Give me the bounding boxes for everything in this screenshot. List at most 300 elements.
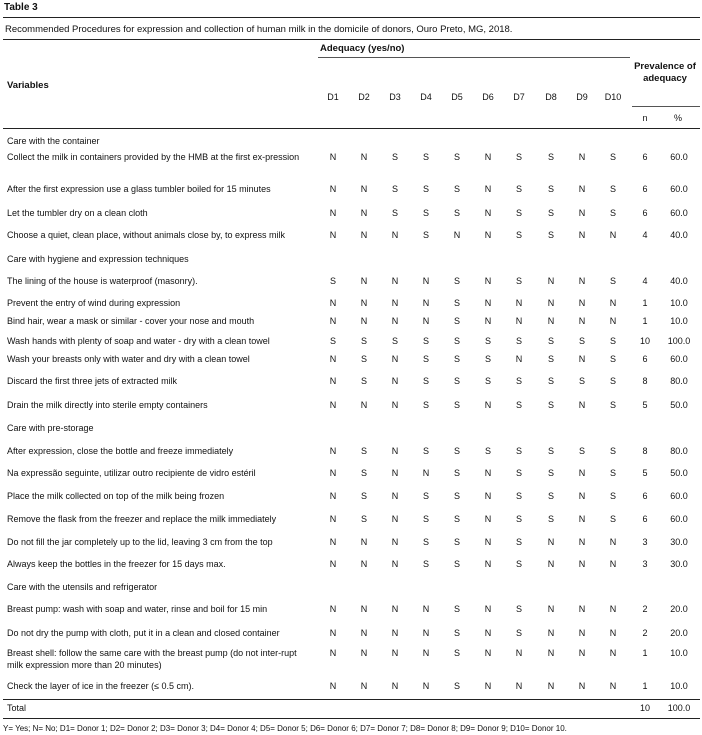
- cell-d6: N: [484, 604, 492, 614]
- cell-d3: N: [391, 354, 399, 364]
- section-label: Care with the utensils and refrigerator: [7, 582, 158, 592]
- cell-d4: N: [422, 681, 430, 691]
- donor-header-7: D7: [513, 92, 525, 102]
- cell-d3: S: [391, 152, 398, 162]
- variable-label: Always keep the bottles in the freezer for 15 days max.: [7, 559, 226, 569]
- cell-n: 2: [642, 628, 648, 638]
- cell-n: 3: [642, 559, 648, 569]
- total-label: Total: [7, 703, 27, 713]
- cell-n: 8: [642, 446, 648, 456]
- cell-d3: N: [391, 376, 399, 386]
- divider: [3, 39, 700, 40]
- cell-d7: N: [515, 648, 523, 658]
- cell-d4: S: [422, 559, 429, 569]
- cell-d4: S: [422, 514, 429, 524]
- section-label: Care with the container: [7, 136, 100, 146]
- cell-d4: S: [422, 354, 429, 364]
- cell-d3: N: [391, 298, 399, 308]
- cell-d7: N: [515, 316, 523, 326]
- divider: [3, 718, 700, 719]
- cell-d10: N: [609, 298, 617, 308]
- cell-d10: S: [609, 468, 616, 478]
- cell-d1: N: [329, 230, 337, 240]
- cell-d10: S: [609, 208, 616, 218]
- cell-d1: S: [329, 276, 336, 286]
- cell-d8: N: [547, 681, 555, 691]
- cell-n: 1: [642, 298, 648, 308]
- variable-label: Wash hands with plenty of soap and water - dry with a clean towel: [7, 336, 270, 346]
- cell-d2: N: [360, 400, 368, 410]
- cell-d6: N: [484, 208, 492, 218]
- cell-d10: N: [609, 648, 617, 658]
- cell-n: 6: [642, 354, 648, 364]
- cell-pct: 60.0: [670, 208, 688, 218]
- cell-d8: S: [547, 376, 554, 386]
- cell-d3: N: [391, 648, 399, 658]
- variable-label: Breast shell: follow the same care with the breast pump (do not inter-rupt milk expression more than 20 minutes): [7, 648, 297, 670]
- cell-d6: N: [484, 230, 492, 240]
- cell-d10: N: [609, 604, 617, 614]
- cell-d9: N: [578, 491, 586, 501]
- cell-d6: N: [484, 400, 492, 410]
- cell-d10: S: [609, 491, 616, 501]
- cell-d1: N: [329, 184, 337, 194]
- cell-d6: N: [484, 514, 492, 524]
- cell-d7: S: [515, 276, 522, 286]
- cell-d2: S: [360, 336, 367, 346]
- cell-d9: N: [578, 648, 586, 658]
- cell-d3: N: [391, 559, 399, 569]
- cell-d7: S: [515, 230, 522, 240]
- cell-d6: N: [484, 468, 492, 478]
- cell-d5: S: [453, 184, 460, 194]
- cell-d5: S: [453, 537, 460, 547]
- variable-label: Check the layer of ice in the freezer (≤ 0.5 cm).: [7, 681, 195, 691]
- cell-n: 6: [642, 514, 648, 524]
- cell-d6: N: [484, 628, 492, 638]
- cell-d3: N: [391, 446, 399, 456]
- cell-d4: N: [422, 604, 430, 614]
- variable-label: The lining of the house is waterproof (masonry).: [7, 276, 198, 286]
- cell-d1: N: [329, 400, 337, 410]
- cell-d4: N: [422, 468, 430, 478]
- cell-d8: N: [547, 537, 555, 547]
- cell-d7: N: [515, 354, 523, 364]
- cell-d8: N: [547, 316, 555, 326]
- adequacy-underline: [318, 57, 630, 58]
- cell-d9: N: [578, 604, 586, 614]
- cell-d10: N: [609, 230, 617, 240]
- cell-d4: S: [422, 230, 429, 240]
- cell-n: 5: [642, 400, 648, 410]
- table-label: Table 3: [4, 2, 38, 13]
- cell-d6: N: [484, 559, 492, 569]
- cell-d1: N: [329, 298, 337, 308]
- cell-pct: 10.0: [670, 316, 688, 326]
- cell-d8: S: [547, 446, 554, 456]
- variable-label: After the first expression use a glass tumbler boiled for 15 minutes: [7, 184, 271, 194]
- cell-d5: S: [453, 446, 460, 456]
- cell-d7: S: [515, 400, 522, 410]
- cell-d6: S: [484, 446, 491, 456]
- cell-pct: 30.0: [670, 559, 688, 569]
- cell-pct: 40.0: [670, 276, 688, 286]
- cell-d2: N: [360, 316, 368, 326]
- cell-d10: N: [609, 537, 617, 547]
- cell-d6: N: [484, 276, 492, 286]
- cell-d7: S: [515, 537, 522, 547]
- cell-d10: S: [609, 152, 616, 162]
- variable-label: Breast pump: wash with soap and water, rinse and boil for 15 min: [7, 604, 268, 614]
- cell-d6: N: [484, 316, 492, 326]
- cell-d1: N: [329, 559, 337, 569]
- prevalence-underline: [632, 106, 700, 107]
- cell-d1: N: [329, 537, 337, 547]
- cell-d9: N: [578, 354, 586, 364]
- cell-d3: N: [391, 514, 399, 524]
- cell-d3: N: [391, 230, 399, 240]
- cell-d3: N: [391, 276, 399, 286]
- cell-d8: N: [547, 276, 555, 286]
- cell-d2: N: [360, 208, 368, 218]
- variable-label: Collect the milk in containers provided by the HMB at the first ex-pression: [7, 152, 300, 162]
- cell-d8: N: [547, 628, 555, 638]
- cell-d5: S: [453, 208, 460, 218]
- cell-pct: 100.0: [667, 336, 691, 346]
- cell-d1: N: [329, 354, 337, 364]
- cell-d7: N: [515, 298, 523, 308]
- cell-d5: S: [453, 468, 460, 478]
- cell-d7: S: [515, 336, 522, 346]
- cell-d2: N: [360, 648, 368, 658]
- cell-d2: N: [360, 152, 368, 162]
- cell-d5: S: [453, 336, 460, 346]
- cell-d3: N: [391, 316, 399, 326]
- cell-d9: S: [578, 376, 585, 386]
- cell-d9: N: [578, 628, 586, 638]
- cell-d1: N: [329, 491, 337, 501]
- cell-d5: S: [453, 276, 460, 286]
- cell-d9: N: [578, 230, 586, 240]
- cell-d1: N: [329, 514, 337, 524]
- variable-label: Prevent the entry of wind during expression: [7, 298, 181, 308]
- cell-d2: N: [360, 184, 368, 194]
- cell-d5: S: [453, 681, 460, 691]
- cell-d9: N: [578, 316, 586, 326]
- cell-d5: S: [453, 514, 460, 524]
- section-label: Care with pre-storage: [7, 423, 94, 433]
- cell-d2: S: [360, 491, 367, 501]
- cell-d8: S: [547, 514, 554, 524]
- cell-d8: N: [547, 559, 555, 569]
- cell-d3: S: [391, 336, 398, 346]
- cell-d5: S: [453, 648, 460, 658]
- cell-pct: 60.0: [670, 354, 688, 364]
- cell-pct: 20.0: [670, 604, 688, 614]
- cell-d4: S: [422, 208, 429, 218]
- variable-label: After expression, close the bottle and freeze immediately: [7, 446, 234, 456]
- cell-d3: S: [391, 184, 398, 194]
- cell-d6: N: [484, 184, 492, 194]
- cell-d7: S: [515, 514, 522, 524]
- variable-label: Wash your breasts only with water and dry with a clean towel: [7, 354, 250, 364]
- cell-pct: 30.0: [670, 537, 688, 547]
- cell-n: 6: [642, 491, 648, 501]
- cell-d1: N: [329, 208, 337, 218]
- cell-d1: S: [329, 336, 336, 346]
- cell-d9: N: [578, 514, 586, 524]
- cell-d7: S: [515, 491, 522, 501]
- cell-pct: 60.0: [670, 152, 688, 162]
- cell-n: 1: [642, 681, 648, 691]
- cell-d1: N: [329, 628, 337, 638]
- cell-pct: 20.0: [670, 628, 688, 638]
- cell-d4: N: [422, 648, 430, 658]
- cell-d10: S: [609, 376, 616, 386]
- cell-d2: N: [360, 276, 368, 286]
- variables-header: Variables: [7, 80, 49, 91]
- cell-d1: N: [329, 316, 337, 326]
- cell-d7: N: [515, 681, 523, 691]
- cell-d4: S: [422, 400, 429, 410]
- cell-d7: S: [515, 559, 522, 569]
- cell-d9: N: [578, 152, 586, 162]
- cell-d2: N: [360, 628, 368, 638]
- cell-pct: 40.0: [670, 230, 688, 240]
- table-caption: Recommended Procedures for expression and collection of human milk in the domicile of donors, Ouro Preto, MG, 2018.: [5, 24, 513, 35]
- cell-d3: S: [391, 208, 398, 218]
- variable-label: Discard the first three jets of extracted milk: [7, 376, 178, 386]
- cell-n: 1: [642, 648, 648, 658]
- cell-n: 6: [642, 208, 648, 218]
- section-label: Care with hygiene and expression techniques: [7, 254, 189, 264]
- cell-d6: S: [484, 376, 491, 386]
- cell-d4: S: [422, 336, 429, 346]
- variable-label: Place the milk collected on top of the milk being frozen: [7, 491, 225, 501]
- cell-d3: N: [391, 604, 399, 614]
- cell-d5: S: [453, 354, 460, 364]
- cell-d10: S: [609, 336, 616, 346]
- variable-label: Remove the flask from the freezer and replace the milk immediately: [7, 514, 277, 524]
- variable-label: Let the tumbler dry on a clean cloth: [7, 208, 148, 218]
- cell-d8: N: [547, 648, 555, 658]
- cell-d3: N: [391, 468, 399, 478]
- cell-d4: S: [422, 184, 429, 194]
- footnote: Y= Yes; N= No; D1= Donor 1; D2= Donor 2; D3= Donor 3; D4= Donor 4; D5= Donor 5; D6= Donor 6; D7= Donor 7; D8= Donor 8; D9= Donor 9; D10= Donor 10.: [3, 724, 567, 733]
- donor-header-5: D5: [451, 92, 463, 102]
- cell-d2: N: [360, 559, 368, 569]
- cell-n: 3: [642, 537, 648, 547]
- cell-d8: S: [547, 208, 554, 218]
- cell-d5: S: [453, 604, 460, 614]
- cell-d10: N: [609, 681, 617, 691]
- cell-pct: 60.0: [670, 491, 688, 501]
- prevalence-header: Prevalence of adequacy: [634, 61, 696, 84]
- cell-d1: N: [329, 152, 337, 162]
- cell-d7: S: [515, 184, 522, 194]
- cell-d3: N: [391, 681, 399, 691]
- donor-header-3: D3: [389, 92, 401, 102]
- cell-d2: N: [360, 604, 368, 614]
- cell-d8: N: [547, 604, 555, 614]
- cell-d6: N: [484, 152, 492, 162]
- cell-n: 4: [642, 276, 648, 286]
- variable-label: Na expressão seguinte, utilizar outro recipiente de vidro estéril: [7, 468, 256, 478]
- cell-d6: N: [484, 491, 492, 501]
- cell-d4: N: [422, 298, 430, 308]
- cell-d6: N: [484, 537, 492, 547]
- cell-n: 5: [642, 468, 648, 478]
- cell-d5: S: [453, 316, 460, 326]
- cell-d8: S: [547, 184, 554, 194]
- cell-d4: S: [422, 491, 429, 501]
- cell-d6: N: [484, 298, 492, 308]
- divider: [3, 17, 700, 18]
- variable-label: Do not fill the jar completely up to the lid, leaving 3 cm from the top: [7, 537, 273, 547]
- cell-d3: N: [391, 628, 399, 638]
- cell-d10: S: [609, 514, 616, 524]
- cell-d5: S: [453, 491, 460, 501]
- cell-d9: N: [578, 537, 586, 547]
- cell-d7: S: [515, 152, 522, 162]
- cell-d4: N: [422, 316, 430, 326]
- cell-d7: S: [515, 376, 522, 386]
- cell-d7: S: [515, 604, 522, 614]
- cell-d10: N: [609, 628, 617, 638]
- cell-d2: N: [360, 537, 368, 547]
- cell-d2: N: [360, 681, 368, 691]
- cell-pct: 80.0: [670, 376, 688, 386]
- donor-header-10: D10: [604, 92, 622, 102]
- cell-d2: S: [360, 514, 367, 524]
- cell-d5: S: [453, 298, 460, 308]
- cell-d9: S: [578, 336, 585, 346]
- divider: [3, 699, 700, 700]
- cell-d8: S: [547, 152, 554, 162]
- cell-d4: N: [422, 628, 430, 638]
- variable-label: Do not dry the pump with cloth, put it in a clean and closed container: [7, 628, 280, 638]
- cell-d4: S: [422, 152, 429, 162]
- cell-d8: S: [547, 491, 554, 501]
- cell-d7: S: [515, 446, 522, 456]
- cell-d9: N: [578, 468, 586, 478]
- cell-d5: S: [453, 559, 460, 569]
- cell-d9: N: [578, 681, 586, 691]
- cell-d9: N: [578, 400, 586, 410]
- divider: [3, 128, 700, 129]
- total-n: 10: [639, 703, 650, 713]
- cell-n: 8: [642, 376, 648, 386]
- variable-label: Drain the milk directly into sterile empty containers: [7, 400, 208, 410]
- cell-d4: S: [422, 446, 429, 456]
- cell-d5: S: [453, 628, 460, 638]
- cell-d6: S: [484, 336, 491, 346]
- cell-n: 6: [642, 184, 648, 194]
- cell-d9: S: [578, 446, 585, 456]
- cell-d6: N: [484, 681, 492, 691]
- cell-pct: 60.0: [670, 184, 688, 194]
- cell-d9: N: [578, 276, 586, 286]
- adequacy-header: Adequacy (yes/no): [320, 43, 405, 54]
- cell-d8: S: [547, 468, 554, 478]
- cell-n: 4: [642, 230, 648, 240]
- cell-d1: N: [329, 468, 337, 478]
- cell-d10: N: [609, 559, 617, 569]
- cell-d2: N: [360, 298, 368, 308]
- cell-d10: N: [609, 316, 617, 326]
- cell-d8: S: [547, 400, 554, 410]
- cell-d10: S: [609, 446, 616, 456]
- cell-pct: 10.0: [670, 298, 688, 308]
- cell-d3: N: [391, 537, 399, 547]
- cell-pct: 50.0: [670, 468, 688, 478]
- cell-d8: S: [547, 336, 554, 346]
- cell-n: 1: [642, 316, 648, 326]
- cell-n: 6: [642, 152, 648, 162]
- cell-d3: N: [391, 400, 399, 410]
- cell-d7: S: [515, 208, 522, 218]
- cell-d4: S: [422, 376, 429, 386]
- donor-header-1: D1: [327, 92, 339, 102]
- variable-label: Bind hair, wear a mask or similar - cover your nose and mouth: [7, 316, 255, 326]
- cell-d9: N: [578, 184, 586, 194]
- cell-d7: S: [515, 468, 522, 478]
- cell-d1: N: [329, 376, 337, 386]
- cell-d9: N: [578, 208, 586, 218]
- cell-d7: S: [515, 628, 522, 638]
- cell-d5: S: [453, 400, 460, 410]
- cell-d10: S: [609, 400, 616, 410]
- donor-header-6: D6: [482, 92, 494, 102]
- cell-pct: 60.0: [670, 514, 688, 524]
- cell-d1: N: [329, 648, 337, 658]
- pct-header: %: [673, 113, 682, 123]
- cell-d8: N: [547, 298, 555, 308]
- cell-pct: 10.0: [670, 648, 688, 658]
- total-pct: 100.0: [667, 703, 691, 713]
- cell-d2: S: [360, 376, 367, 386]
- cell-d10: S: [609, 354, 616, 364]
- cell-d8: S: [547, 354, 554, 364]
- cell-d6: S: [484, 354, 491, 364]
- n-header: n: [642, 113, 648, 123]
- cell-d8: S: [547, 230, 554, 240]
- cell-d3: N: [391, 491, 399, 501]
- cell-pct: 10.0: [670, 681, 688, 691]
- cell-d2: S: [360, 354, 367, 364]
- donor-header-9: D9: [576, 92, 588, 102]
- cell-d9: N: [578, 298, 586, 308]
- cell-d2: S: [360, 446, 367, 456]
- donor-header-8: D8: [545, 92, 557, 102]
- cell-d1: N: [329, 604, 337, 614]
- cell-d1: N: [329, 446, 337, 456]
- donor-header-4: D4: [420, 92, 432, 102]
- cell-d4: S: [422, 537, 429, 547]
- cell-d10: S: [609, 184, 616, 194]
- cell-n: 10: [639, 336, 650, 346]
- cell-pct: 80.0: [670, 446, 688, 456]
- variable-label: Choose a quiet, clean place, without animals close by, to express milk: [7, 230, 285, 240]
- donor-header-2: D2: [358, 92, 370, 102]
- cell-d1: N: [329, 681, 337, 691]
- cell-d4: N: [422, 276, 430, 286]
- cell-d5: S: [453, 152, 460, 162]
- cell-d9: N: [578, 559, 586, 569]
- cell-d10: S: [609, 276, 616, 286]
- cell-d5: N: [453, 230, 461, 240]
- cell-d2: S: [360, 468, 367, 478]
